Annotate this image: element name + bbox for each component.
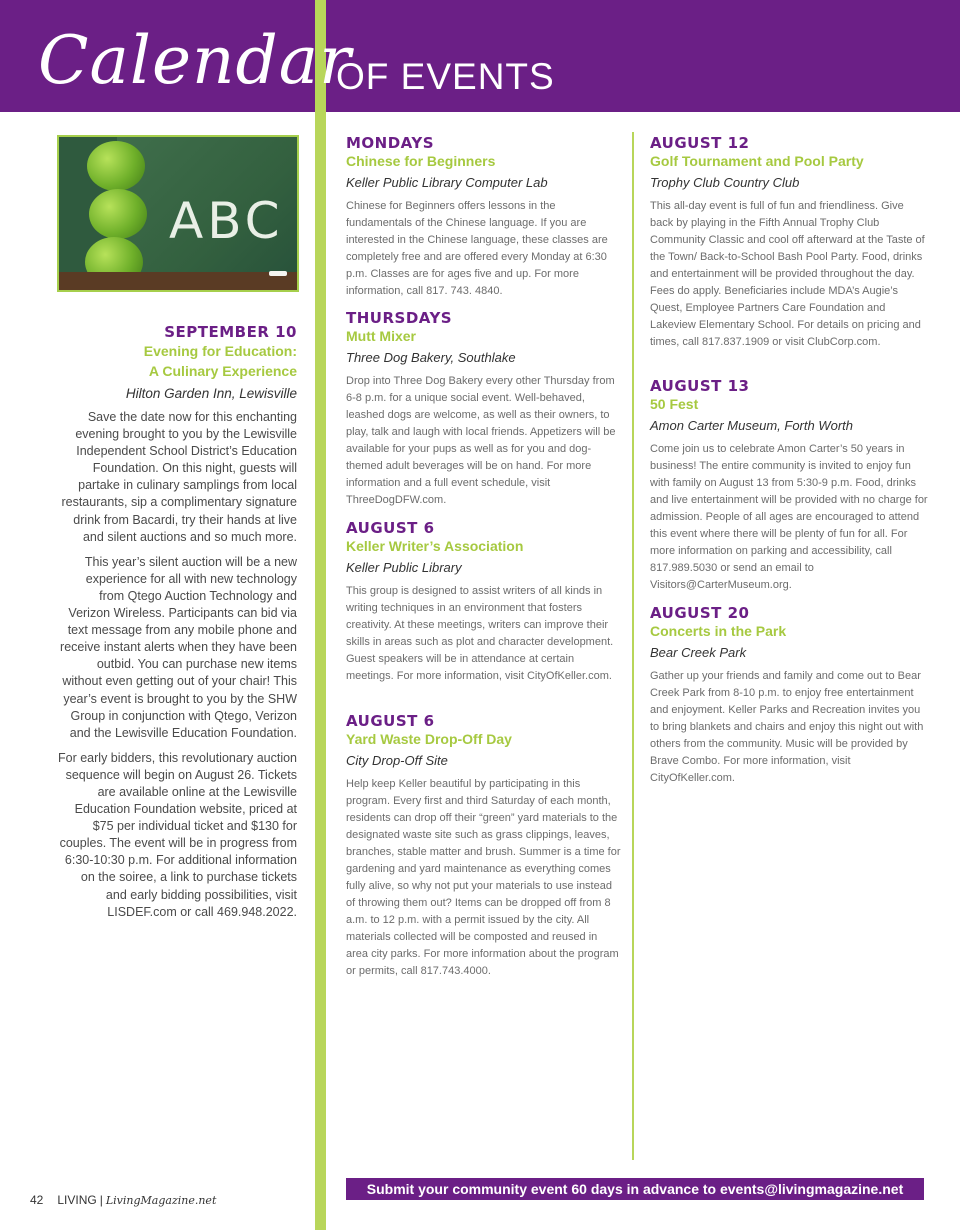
- event-title: Concerts in the Park: [650, 623, 787, 639]
- event-description: Gather up your friends and family and come out to Bear Creek Park from 8-10 p.m. to enjoy free entertainment and enjoyment. Keller Parks and Recreation invites you to bring blankets and chairs and enjoy this night out with others from the community. Music will be provided by Brave Combo. For more information, visit CityOfKeller.com.: [650, 670, 924, 784]
- event-description: This group is designed to assist writers of all kinds in writing techniques in an environment that fosters creativity. At these meetings, writers can improve their skills in areas such as plot and character development. Guest speakers will be in attendance at certain meetings. For more information, visit CityOfKeller.com.: [346, 585, 614, 682]
- event-venue: Three Dog Bakery, Southlake: [346, 350, 516, 365]
- event-date: AUGUST 6: [346, 519, 435, 537]
- event-title-line1: Evening for Education:: [143, 343, 297, 359]
- page-number: 42: [30, 1193, 44, 1207]
- event-yard-waste: [346, 712, 621, 980]
- apple-middle: [89, 189, 147, 239]
- event-golf-tournament: [650, 134, 928, 351]
- event-date: AUGUST 20: [650, 604, 750, 622]
- event-paragraph: For early bidders, this revolutionary auction sequence will begin on August 26. Tickets are available online at the Lewisville Education Foundation website, priced at $75 per individual ticket and $130 for couples. The event will be in progress from 6:30-10:30 p.m. For additional information on the soiree, a link to purchase tickets and early bidding possibilities, visit LISDEF.com or call 469.948.2022.: [58, 750, 298, 919]
- event-venue: Trophy Club Country Club: [650, 175, 800, 190]
- event-title: 50 Fest: [650, 396, 699, 412]
- event-venue: Keller Public Library: [346, 560, 462, 575]
- chalk-lettering: ABC: [169, 192, 284, 250]
- event-date: AUGUST 12: [650, 134, 750, 152]
- event-venue: Hilton Garden Inn, Lewisville: [125, 386, 297, 401]
- event-paragraph: Save the date now for this enchanting evening brought to you by the Lewisville Independent School District’s Education Foundation. On this night, guests will partake in culinary samplings from local restaurants, sip a complimentary signature drink from Bacardi, try their hands at live and silent auctions and so much more.: [61, 410, 297, 544]
- event-date: SEPTEMBER 10: [164, 323, 297, 341]
- event-title: Mutt Mixer: [346, 328, 416, 344]
- chalk-piece: [269, 271, 287, 276]
- event-date: AUGUST 13: [650, 377, 750, 395]
- event-title: Chinese for Beginners: [346, 153, 496, 169]
- event-title: Golf Tournament and Pool Party: [650, 153, 864, 169]
- featured-event: [58, 323, 297, 929]
- event-date: MONDAYS: [346, 134, 435, 152]
- event-title: Yard Waste Drop-Off Day: [346, 731, 512, 747]
- event-venue: City Drop-Off Site: [346, 753, 448, 768]
- event-description: Drop into Three Dog Bakery every other Thursday from 6-8 p.m. for a unique social event. Well-behaved, leashed dogs are welcome, as well as their owners, to play, talk and laugh with local friends. Appetizers will be available for your pups as well as for you and dog-themed adult beverages will be on hand. For more information and a full event schedule, visit ThreeDogDFW.com.: [346, 375, 616, 506]
- event-description: This all-day event is full of fun and friendliness. Give back by playing in the Fifth Annual Trophy Club Community Classic and cool off afterward at the Taste of the Town/ Back-to-School Bash Pool Party. Food, drinks and entertainment will be provided throughout the day. Fees do apply. Beneficiaries include MDA’s Augie’s Quest, Employee Partners Care Foundation and Lakeview Elementary School. For details on pricing and times, call 817.837.1909 or visit ClubCorp.com.: [650, 200, 925, 348]
- event-paragraph: This year’s silent auction will be a new experience for all with new technology from Qtego Auction Technology and Verizon Wireless. Participants can bid via text message from any mobile phone and receive instant alerts when they have been outbid. You can purchase new items without even getting out of your chair! This year’s event is brought to you by the SHW Group in conjunction with Qtego, Verizon and the Lewisville Education Foundation.: [60, 554, 297, 740]
- page-title: Calendar: [38, 22, 352, 99]
- apple-top: [87, 141, 145, 191]
- event-description: Chinese for Beginners offers lessons in the fundamentals of the Chinese language. If you are interested in the Chinese language, these classes are completely free and are offered every Monday at 6:30 p.m. Classes are for ages five and up. For more information, call 817. 743. 4840.: [346, 200, 608, 297]
- page-subtitle: OF EVENTS: [336, 56, 555, 97]
- chalk-ledge: [59, 272, 297, 290]
- event-title: Keller Writer’s Association: [346, 538, 524, 554]
- event-venue: Bear Creek Park: [650, 645, 747, 660]
- event-date: THURSDAYS: [346, 309, 453, 327]
- event-venue: Keller Public Library Computer Lab: [346, 175, 548, 190]
- event-mutt-mixer: [346, 309, 621, 509]
- event-chinese-for-beginners: [346, 134, 621, 300]
- submit-event-banner: Submit your community event 60 days in advance to events@livingmagazine.net: [346, 1178, 924, 1200]
- apples-chalkboard-photo: [57, 135, 299, 292]
- header-band: [0, 0, 960, 112]
- event-concerts-in-park: [650, 604, 928, 787]
- column-divider-green: [315, 112, 326, 1230]
- column-divider-thin: [632, 132, 634, 1160]
- event-50-fest: [650, 377, 928, 594]
- event-title-line2: A Culinary Experience: [148, 363, 297, 379]
- event-venue: Amon Carter Museum, Forth Worth: [650, 418, 853, 433]
- magazine-name: LIVING: [57, 1193, 97, 1207]
- event-keller-writers: [346, 519, 621, 685]
- event-description: Come join us to celebrate Amon Carter’s 50 years in business! The entire community is invited to enjoy fun with family on August 13 from 5:30-9 p.m. Food, drinks and live entertainment will be provided with no charge for admission. People of all ages are encouraged to attend this event where there will be plenty of fun for all. For more information on parking and accessibility, call 817.989.5030 or send an email to Visitors@CarterMuseum.org.: [650, 443, 928, 591]
- footer-separator: |: [99, 1193, 103, 1207]
- page-footer: [30, 1193, 216, 1207]
- event-description: Help keep Keller beautiful by participating in this program. Every first and third Saturday of each month, residents can drop off their “green” yard materials to the designated waste site such as grass clippings, leaves, branches, stable matter and brush. Summer is a time for gardening and yard maintenance as everything comes fully alive, so why not put your materials to use instead of throwing them out? Items can be dropped off from 8 a.m. to 12 p.m. with a permit issued by the city. All materials collected will be composted and reused in area city parks. For more information about the program or permits, call 817.743.4000.: [346, 778, 621, 977]
- magazine-website: LivingMagazine.net: [105, 1194, 217, 1207]
- event-date: AUGUST 6: [346, 712, 435, 730]
